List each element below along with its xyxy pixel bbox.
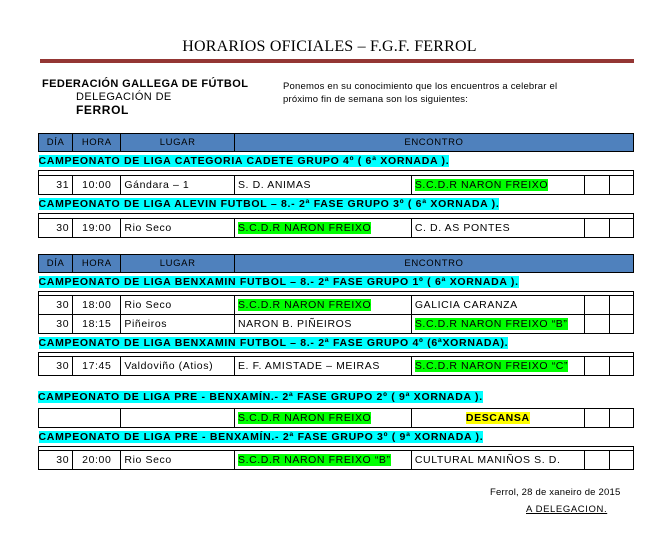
header-hora: HORA (73, 255, 121, 273)
intro-text: Ponemos en su conocimiento que los encuentros a celebrar el próximo fin de semana son los siguientes: (283, 81, 558, 105)
cell-visitante: GALICIA CARANZA (411, 296, 584, 315)
cell-dia: 30 (39, 219, 73, 238)
header-dia: DÍA (39, 134, 73, 152)
table-row (39, 315, 634, 334)
section-title-benxamin-1: CAMPEONATO DE LIGA BENXAMIN FUTBOL – 8.- 2ª FASE GRUPO 1º ( 6ª XORNADA ). (38, 276, 519, 288)
cell-local: S.C.D.R NARON FREIXO (237, 299, 372, 311)
org-city: FERROL (76, 103, 129, 117)
header-lugar: LUGAR (121, 255, 235, 273)
section-band-alevin (39, 195, 634, 214)
section-title-alevin: CAMPEONATO DE LIGA ALEVIN FUTBOL – 8.- 2ª FASE GRUPO 3º ( 6ª XORNADA ). (38, 198, 500, 210)
cell-hora: 18:00 (73, 296, 121, 315)
cell-dia: 30 (39, 357, 73, 376)
cell-lugar: Rio Seco (121, 451, 235, 470)
footer-signature: A DELEGACION. (526, 504, 608, 515)
cell-hora: 18:15 (73, 315, 121, 334)
cell-dia: 30 (39, 451, 73, 470)
cell-visitante: S.C.D.R NARON FREIXO (414, 179, 549, 191)
cell-visitante: S.C.D.R NARON FREIXO “B” (414, 318, 568, 330)
header-lugar: LUGAR (121, 134, 235, 152)
table-row (39, 176, 634, 195)
section-title-prebenxamin-2: CAMPEONATO DE LIGA PRE - BENXAMÍN.- 2ª FASE GRUPO 2º ( 9ª XORNADA ). (38, 391, 483, 403)
section-title-benxamin-4: CAMPEONATO DE LIGA BENXAMIN FUTBOL – 8.- 2ª FASE GRUPO 4º (6ªXORNADA). (38, 337, 509, 349)
section-title-prebenxamin-3: CAMPEONATO DE LIGA PRE - BENXAMÍN.- 2ª FASE GRUPO 3º ( 9ª XORNADA ). (38, 431, 484, 443)
schedule-table-1 (38, 133, 634, 238)
section-band-prebenxamin-2 (38, 391, 483, 403)
table-row (39, 296, 634, 315)
section-band-benxamin-4 (39, 334, 634, 353)
header-row (39, 134, 634, 152)
cell-hora: 19:00 (73, 219, 121, 238)
cell-lugar: Rio Seco (121, 296, 235, 315)
page-title: HORARIOS OFICIALES – F.G.F. FERROL (182, 38, 477, 55)
title-rule (40, 59, 634, 63)
table-row (39, 409, 634, 428)
cell-hora: 17:45 (73, 357, 121, 376)
header-dia: DÍA (39, 255, 73, 273)
header-encontro: ENCONTRO (234, 134, 633, 152)
header-hora: HORA (73, 134, 121, 152)
cell-lugar: Gándara – 1 (121, 176, 235, 195)
table-row (39, 219, 634, 238)
section-band-cadete (39, 152, 634, 171)
cell-dia: 31 (39, 176, 73, 195)
cell-local: E. F. AMISTADE – MEIRAS (234, 357, 411, 376)
section-title-cadete: CAMPEONATO DE LIGA CATEGORIA CADETE GRUPO 4º ( 6ª XORNADA ). (38, 155, 450, 167)
cell-dia: 30 (39, 315, 73, 334)
schedule-table-2 (38, 254, 634, 376)
cell-local: S. D. ANIMAS (234, 176, 411, 195)
cell-hora: 10:00 (73, 176, 121, 195)
organization-block (42, 78, 248, 117)
cell-local: S.C.D.R NARON FREIXO (237, 222, 372, 234)
org-name: FEDERACIÓN GALLEGA DE FÚTBOL (42, 78, 249, 90)
footer-date: Ferrol, 28 de xaneiro de 2015 (490, 487, 621, 498)
cell-lugar: Piñeiros (121, 315, 235, 334)
cell-visitante: C. D. AS PONTES (411, 219, 584, 238)
header-row (39, 255, 634, 273)
header-encontro: ENCONTRO (234, 255, 633, 273)
cell-dia: 30 (39, 296, 73, 315)
cell-local: NARON B. PIÑEIROS (234, 315, 411, 334)
cell-visitante: S.C.D.R NARON FREIXO “C” (414, 360, 569, 372)
schedule-table-3 (38, 408, 634, 470)
table-row (39, 451, 634, 470)
cell-lugar: Valdoviño (Atios) (121, 357, 235, 376)
section-band-prebenxamin-3 (39, 428, 634, 447)
rest-badge: DESCANSA (465, 412, 530, 424)
cell-visitante: CULTURAL MANIÑOS S. D. (411, 451, 584, 470)
section-band-benxamin-1 (39, 273, 634, 292)
cell-hora: 20:00 (73, 451, 121, 470)
cell-lugar: Rio Seco (121, 219, 235, 238)
cell-local: S.C.D.R NARON FREIXO (237, 412, 372, 424)
table-row (39, 357, 634, 376)
org-delegation: DELEGACIÓN DE (76, 91, 172, 103)
cell-local: S.C.D.R NARON FREIXO “B” (237, 454, 391, 466)
